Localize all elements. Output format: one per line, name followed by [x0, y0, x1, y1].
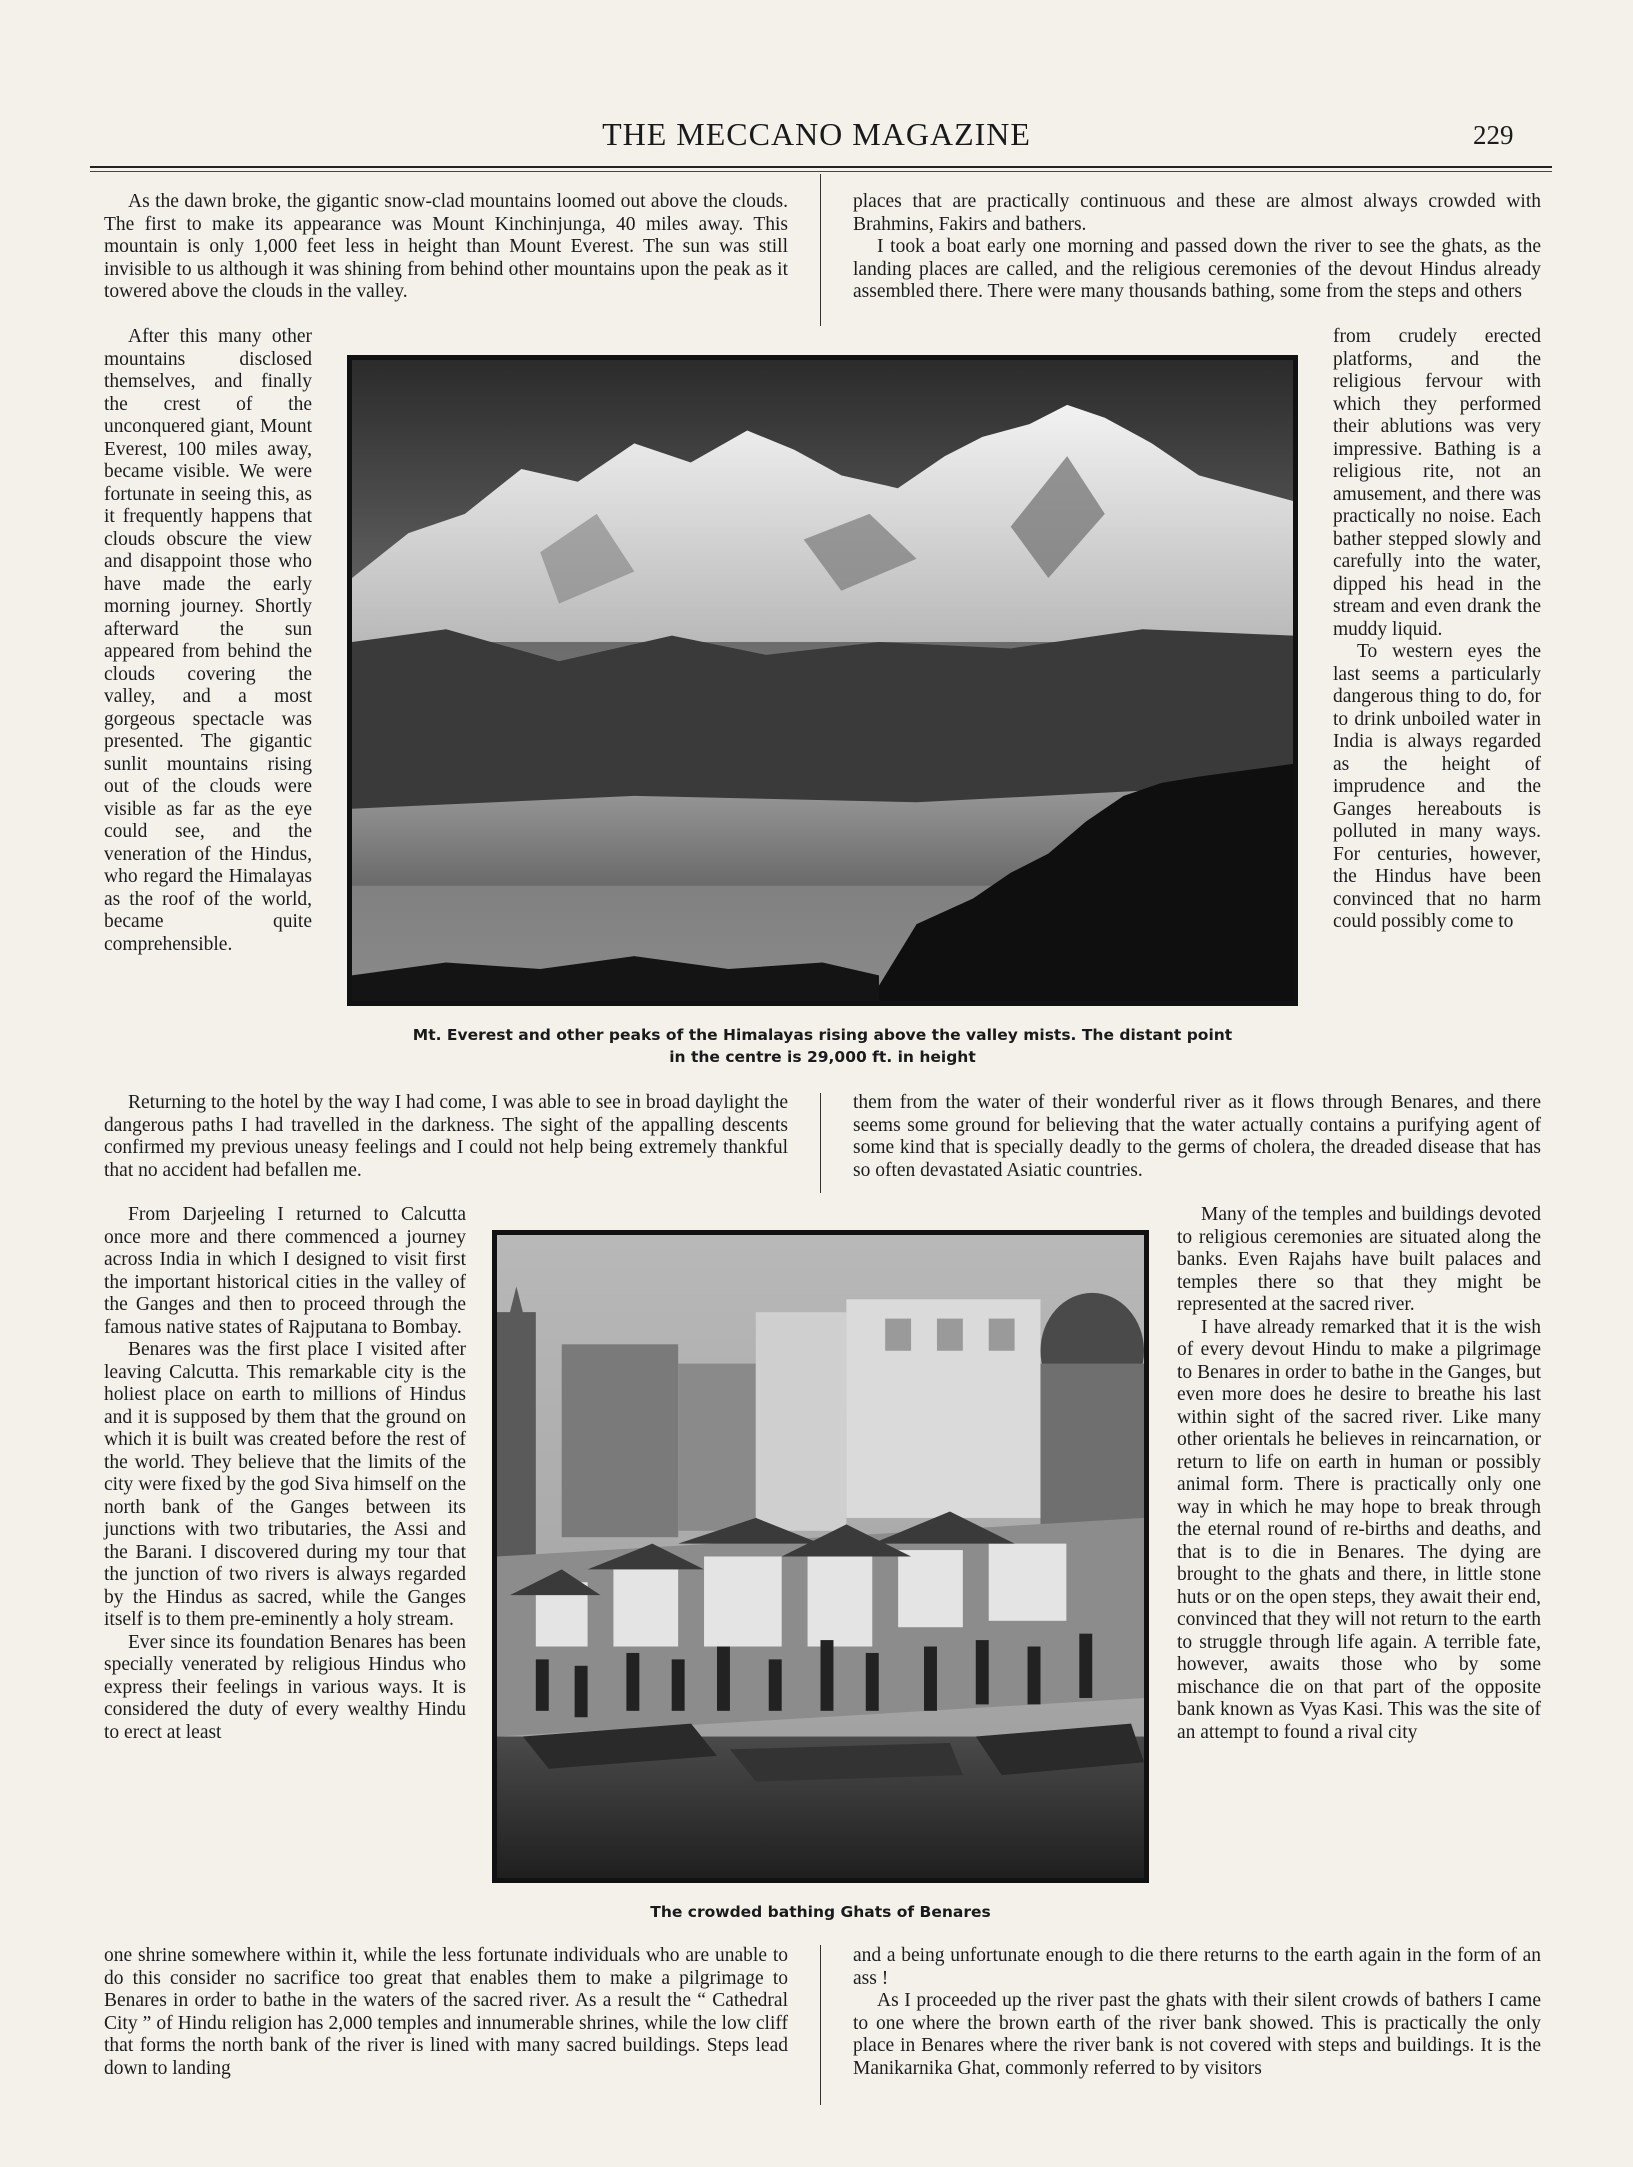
article-text-bottom-right	[853, 1945, 1541, 2080]
ghats-photo-drawing	[497, 1235, 1144, 1878]
paragraph: To western eyes the last seems a particularly dangerous thing to do, for to drink unboiled water in India is always regarded as the height of imprudence and the Ganges hereabouts is polluted in many ways. For centuries, however, the Hindus have been convinced that no harm could possibly come to	[1333, 641, 1541, 932]
paragraph: one shrine somewhere within it, while the less fortunate individuals who are unable to do this consider no sacrifice too great that enables them to make a pilgrimage to Benares in order to bathe in the waters of the sacred river. As a result the “ Cathedral City ” of Hindu religion has 2,000 temples and innumerable shrines, while the low cliff that forms the north bank of the river is lined with many sacred buildings. Steps lead down to landing	[104, 1945, 788, 2079]
paragraph: Ever since its foundation Benares has been specially venerated by religious Hindus who express their feelings in various ways. It is considered the duty of every wealthy Hindu to erect at least	[104, 1631, 466, 1743]
article-text-narrow-right-1	[1333, 326, 1541, 934]
article-text-mid-left	[104, 1092, 788, 1182]
paragraph: from crudely erected platforms, and the religious fervour with which they performed their ablutions was very impressive. Bathing is a religious rite, not an amusement, and there was practically no noise. Each bather stepped slowly and carefully into the water, dipped his head in the stream and even drank the muddy liquid.	[1333, 326, 1541, 640]
article-text-narrow-left-1	[104, 326, 312, 956]
article-text-top-right	[853, 191, 1541, 304]
paragraph: I have already remarked that it is the wish of every devout Hindu to make a pilgrimage to Benares in order to bathe in the Ganges, but even more does he desire to breathe his last within sight of the sacred river. Like many other orientals he believes in reincarnation, or return to life on earth in human or possibly animal form. There is practically only one way in which he may hope to break through the eternal round of re-births and deaths, and that is to die in Benares. The dying are brought to the ghats and there, in little stone huts or on the open steps, they await their end, convinced that they will not return to the earth to struggle through life again. A terrible fate, however, awaits those who by some mischance die on that part of the opposite bank known as Vyas Kasi. This was the site of an attempt to found a rival city	[1177, 1316, 1541, 1743]
page-number: 229	[1473, 120, 1514, 150]
caption-line: Mt. Everest and other peaks of the Himalayas rising above the valley mists. The distant point	[412, 1026, 1233, 1044]
photo-ghats-benares	[492, 1230, 1149, 1883]
column-divider-top	[820, 174, 821, 326]
mountain-photo-drawing	[352, 360, 1293, 1001]
article-text-bottom-left	[104, 1945, 788, 2080]
paragraph: After this many other mountains disclosed themselves, and finally the crest of the unconquered giant, Mount Everest, 100 miles away, became visible. We were fortunate in seeing this, as it frequently happens that clouds obscure the view and disappoint those who have made the early morning journey. Shortly afterward the sun appeared from behind the clouds covering the valley, and a most gorgeous spectacle was presented. The gigantic sunlit mountains rising out of the clouds were visible as far as the eye could see, and the veneration of the Hindus, who regard the Himalayas as the roof of the world, became quite comprehensible.	[104, 326, 312, 955]
magazine-title: THE MECCANO MAGAZINE	[602, 116, 1031, 152]
article-text-narrow-left-2	[104, 1204, 466, 1744]
paragraph: As the dawn broke, the gigantic snow-clad mountains loomed out above the clouds. The first to make its appearance was Mount Kinchinjunga, 40 miles away. This mountain is only 1,000 feet less in height than Mount Everest. The sun was still invisible to us although it was shining from behind other mountains upon the peak as it towered above the clouds in the valley.	[104, 191, 788, 302]
paragraph: I took a boat early one morning and passed down the river to see the ghats, as the landing places are called, and the religious ceremonies of the devout Hindus already assembled there. There were many thousands bathing, some from the steps and others	[853, 236, 1541, 302]
paragraph: From Darjeeling I returned to Calcutta once more and there commenced a journey across India in which I designed to visit first the important historical cities in the valley of the Ganges and then to proceed through the famous native states of Rajputana to Bombay.	[104, 1204, 466, 1338]
photo-everest-himalayas	[347, 355, 1298, 1006]
photo-caption-everest	[347, 1024, 1298, 1068]
column-divider-middle	[820, 1093, 821, 1193]
paragraph: them from the water of their wonderful river as it flows through Benares, and there seems some ground for believing that the water actually contains a purifying agent of some kind that is specially deadly to the germs of cholera, the dreaded disease that has so often devastated Asiatic countries.	[853, 1092, 1541, 1181]
article-text-narrow-right-2	[1177, 1204, 1541, 1744]
header-rule	[90, 166, 1552, 168]
caption-line: in the centre is 29,000 ft. in height	[669, 1048, 976, 1066]
header-rule-thin	[90, 171, 1552, 172]
article-text-mid-right	[853, 1092, 1541, 1182]
paragraph: places that are practically continuous and these are almost always crowded with Brahmins, Fakirs and bathers.	[853, 191, 1541, 235]
photo-caption-ghats: The crowded bathing Ghats of Benares	[650, 1903, 991, 1921]
paragraph: As I proceeded up the river past the ghats with their silent crowds of bathers I came to one where the brown earth of the river bank showed. This is practically the only place in Benares where the river bank is not covered with steps and buildings. It is the Manikarnika Ghat, commonly referred to by visitors	[853, 1990, 1541, 2079]
paragraph: Returning to the hotel by the way I had come, I was able to see in broad daylight the dangerous paths I had travelled in the darkness. The sight of the appalling descents confirmed my previous uneasy feelings and I could not help being extremely thankful that no accident had befallen me.	[104, 1092, 788, 1181]
article-text-top-left	[104, 191, 788, 304]
paragraph: Many of the temples and buildings devoted to religious ceremonies are situated along the banks. Even Rajahs have built palaces and temples there so that they might be represented at the sacred river.	[1177, 1204, 1541, 1315]
paragraph: Benares was the first place I visited after leaving Calcutta. This remarkable city is the holiest place on earth to millions of Hindus and it is supposed by them that the ground on which it is built was created before the rest of the world. They believe that the limits of the city were fixed by the god Siva himself on the north bank of the Ganges between its junctions with two tributaries, the Assi and the Barani. I discovered during my tour that the junction of two rivers is always regarded by the Hindus as sacred, while the Ganges itself is to them pre-eminently a holy stream.	[104, 1339, 466, 1630]
column-divider-bottom	[820, 1945, 821, 2105]
paragraph: and a being unfortunate enough to die there returns to the earth again in the form of an ass !	[853, 1945, 1541, 1989]
